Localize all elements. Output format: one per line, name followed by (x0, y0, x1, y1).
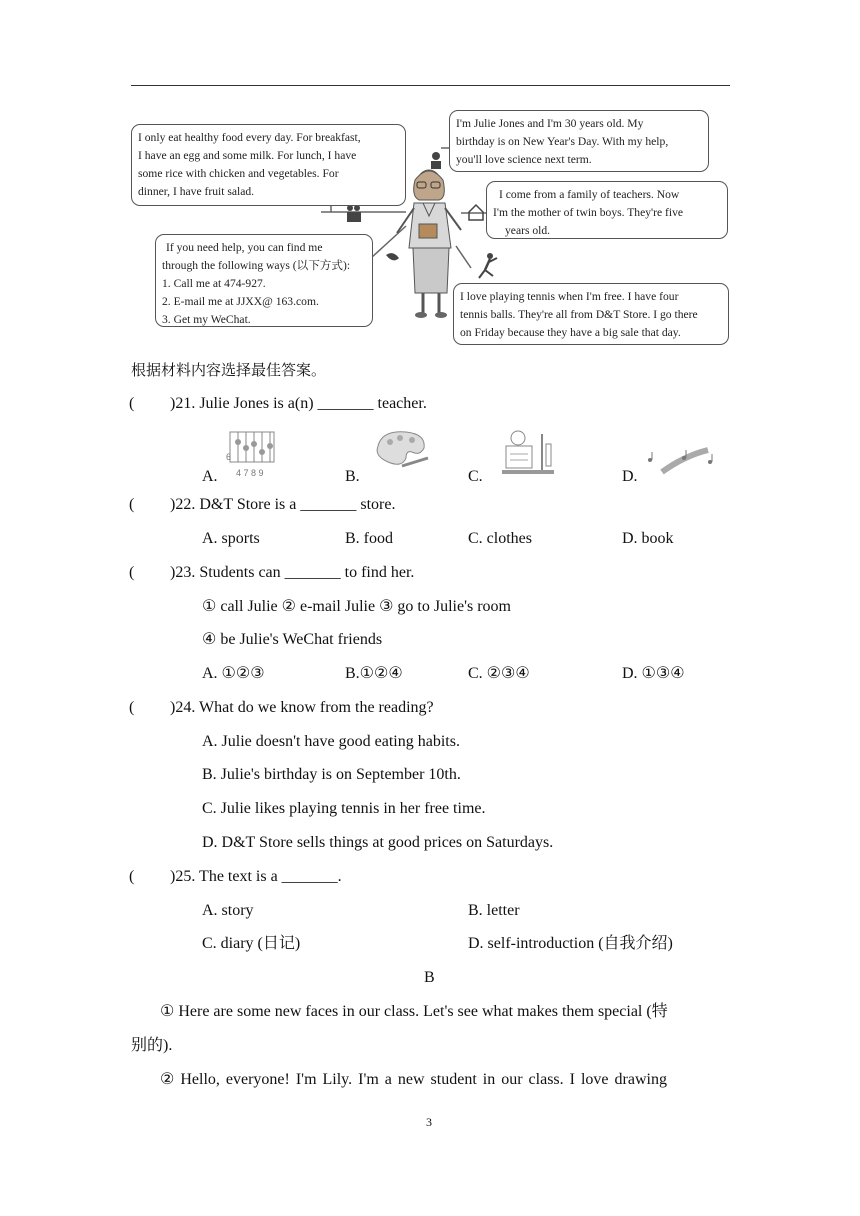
svg-text:6: 6 (226, 452, 232, 462)
bubble-line: dinner, I have fruit salad. (138, 185, 255, 198)
q22-option-d: D. book (622, 530, 674, 547)
q23-stem: )23. Students can _______ to find her. (170, 564, 415, 581)
q24-option-b: B. Julie's birthday is on September 10th. (202, 766, 461, 783)
q25-option-a: A. story (202, 902, 254, 919)
bubble-line: some rice with chicken and vegetables. For (138, 167, 339, 180)
bubble-tennis (453, 283, 729, 345)
q21-stem: )21. Julie Jones is a(n) _______ teacher. (170, 395, 427, 412)
abacus-icon (224, 424, 284, 478)
bubble-line: I only eat healthy food every day. For breakfast, (138, 131, 361, 144)
q24-option-c: C. Julie likes playing tennis in her free time. (202, 800, 486, 817)
bubble-line: I'm the mother of twin boys. They're five (493, 206, 684, 219)
music-notes-icon (644, 446, 716, 478)
q23-option-a: A. ①②③ (202, 665, 265, 682)
bubble-line: on Friday because they have a big sale that day. (460, 326, 681, 339)
tennis-player-icon (479, 253, 497, 278)
q23-option-c: C. ②③④ (468, 665, 530, 682)
q23-paren: ( (129, 564, 135, 581)
bubble-line: 2. E-mail me at JJXX@ 163.com. (162, 295, 319, 308)
section-b-heading: B (424, 969, 435, 986)
phone-icon (386, 253, 399, 260)
q24-stem: )24. What do we know from the reading? (170, 699, 434, 716)
reading-illustration (131, 108, 731, 348)
q22-paren: ( (129, 496, 135, 513)
q24-option-a: A. Julie doesn't have good eating habits. (202, 733, 460, 750)
q21-option-c: C. (468, 468, 483, 485)
page-number: 3 (426, 1115, 432, 1129)
bubble-line: tennis balls. They're all from D&T Store. I go there (460, 308, 698, 321)
section-b-paragraph-1-line-1: ① Here are some new faces in our class. Let's see what makes them special (特 (160, 1003, 668, 1020)
q25-option-b: B. letter (468, 902, 520, 919)
q23-sub-items-2: ④ be Julie's WeChat friends (202, 631, 383, 648)
bubble-line: I come from a family of teachers. Now (499, 188, 680, 201)
q21-option-b: B. (345, 468, 360, 485)
section-b-paragraph-1-line-2: 别的). (131, 1037, 173, 1054)
q22-stem: )22. D&T Store is a _______ store. (170, 496, 396, 513)
q25-option-d: D. self-introduction (自我介绍) (468, 935, 673, 952)
q21-option-d: D. (622, 468, 638, 485)
lab-equipment-icon (498, 424, 558, 478)
bubble-introduction (449, 110, 709, 172)
bubble-line: 1. Call me at 474-927. (162, 277, 266, 290)
q24-paren: ( (129, 699, 135, 716)
q21-paren: ( (129, 395, 135, 412)
family-icon (347, 205, 361, 222)
person-icon (431, 152, 441, 169)
bubble-line: I love playing tennis when I'm free. I have four (460, 290, 679, 303)
bubble-healthy-food (131, 124, 406, 206)
section-b-paragraph-2-line-1: ② Hello, everyone! I'm Lily. I'm a new student in our class. I love drawing (160, 1071, 667, 1088)
q22-option-b: B. food (345, 530, 393, 547)
q23-option-d: D. ①③④ (622, 665, 685, 682)
q24-option-d: D. D&T Store sells things at good prices on Saturdays. (202, 834, 554, 851)
bubble-line: years old. (505, 224, 551, 237)
q22-option-c: C. clothes (468, 530, 532, 547)
bubble-line: I'm Julie Jones and I'm 30 years old. My (456, 117, 644, 130)
q22-option-a: A. sports (202, 530, 260, 547)
bubble-line: I have an egg and some milk. For lunch, I have (138, 149, 357, 162)
instruction-text: 根据材料内容选择最佳答案。 (131, 361, 327, 379)
svg-text:4 7 8 9: 4 7 8 9 (236, 468, 264, 478)
bubble-contact (155, 234, 373, 327)
top-rule (131, 85, 730, 86)
q25-stem: )25. The text is a _______. (170, 868, 342, 885)
bubble-line: 3. Get my WeChat. (162, 313, 251, 326)
q25-paren: ( (129, 868, 135, 885)
bubble-line: birthday is on New Year's Day. With my help, (456, 135, 669, 148)
q21-option-a: A. (202, 468, 218, 485)
bubble-line: you'll love science next term. (456, 153, 592, 166)
bubble-line: If you need help, you can find me (166, 241, 323, 254)
bubble-line: through the following ways (以下方式): (162, 259, 351, 272)
q23-option-b: B.①②④ (345, 665, 403, 682)
q23-sub-items-1: ① call Julie ② e-mail Julie ③ go to Julie's room (202, 598, 511, 615)
paint-palette-icon (372, 426, 434, 476)
q25-option-c: C. diary (日记) (202, 935, 301, 952)
bubble-family (486, 181, 728, 239)
